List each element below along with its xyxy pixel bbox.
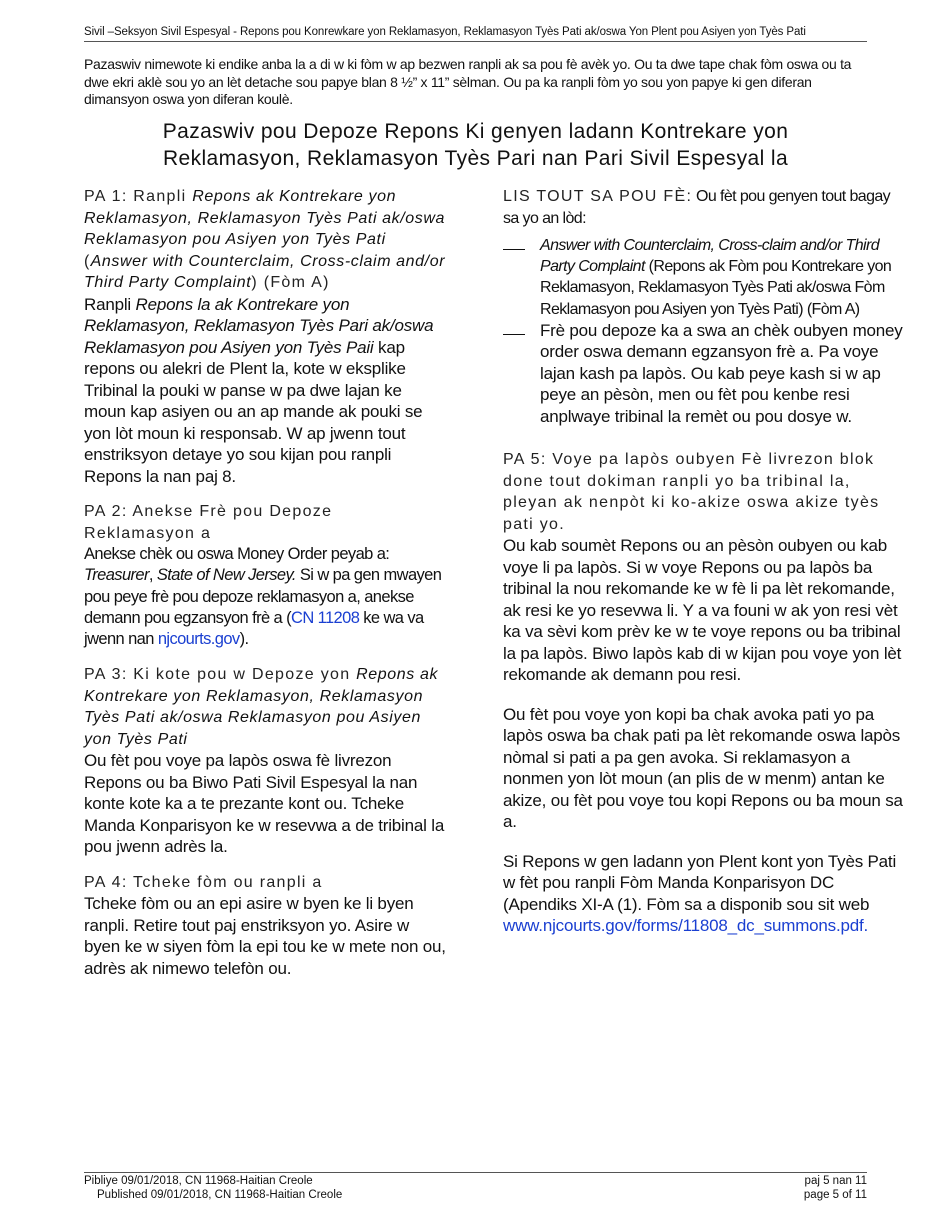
summons-form-link-end[interactable]: . bbox=[863, 916, 869, 936]
cn-11208-link[interactable]: CN 11208 bbox=[291, 608, 360, 627]
summons-form-link[interactable]: www.njcourts.gov/forms/11808_dc_summons.pdf bbox=[503, 916, 864, 936]
checkbox-line[interactable] bbox=[503, 235, 525, 250]
njcourts-link[interactable]: njcourts.gov bbox=[157, 630, 240, 649]
step-3-heading: PA 3: Ki kote pou w Depoze yon Repons ak Kontrekare yon Reklamasyon, Reklamasyon Tyès Pati ak/oswa Reklamasyon pou Asiyen yon Tyès Pati bbox=[84, 666, 439, 748]
step-2-heading: PA 2: Anekse Frè pou Depoze Reklamasyon a bbox=[84, 503, 333, 542]
title-line-1: Pazaswiv pou Depoze Repons Ki genyen ladann Kontrekare yon bbox=[162, 120, 789, 143]
step-4-heading: PA 4: Tcheke fòm ou ranpli a bbox=[84, 873, 323, 891]
step-2-body: Anekse chèk ou oswa Money Order peyab a: Treasurer, State of New Jersey. Si w pa gen mwayen pou peye frè pou depoze reklamasyon a, anekse demann pou egzansyon frè a (CN 11208 ke wa va jwenn nan njcourts.gov). bbox=[84, 545, 442, 649]
step-5-heading: PA 5: Voye pa lapòs oubyen Fè livrezon blok done tout dokiman ranpli yo ba tribinal la, pleyan ak nenpòt ki ko-akize oswa akize tyès pati yo. bbox=[503, 451, 880, 533]
checklist-item-text: Frè pou depoze ka a swa an chèk oubyen money order oswa demann egzansyon frè a. Pa voye lajan kash pa lapòs. Ou kab peye kash si w ap peye an pèsòn, men ou fèt pou kenbe resi anplwaye tribinal la remèt ou pou dosye w. bbox=[540, 320, 903, 426]
right-column bbox=[503, 186, 908, 951]
page-header: Sivil –Seksyon Sivil Espesyal - Repons pou Konrewkare yon Reklamasyon, Reklamasyon Tyès Pati ak/oswa Yon Plent pou Asiyen yon Tyès Pati bbox=[84, 26, 867, 42]
step-3 bbox=[84, 664, 446, 858]
checklist-heading: LIS TOUT SA POU FÈ: Ou fèt pou genyen tout bagay sa yo an lòd: bbox=[503, 188, 891, 227]
step-5-body-2: Ou fèt pou voye yon kopi ba chak avoka pati yo pa lapòs oswa ba chak pati pa lèt rekomande oswa lapòs nòmal si pati a pa gen avoka. Si reklamasyon a nonmen yon lòt moun (an plis de w menm) antan ke akize, ou fèt pou voye tou kopi Repons ou ba moun sa a. bbox=[503, 704, 903, 832]
page-title bbox=[84, 118, 867, 172]
step-5-body-1: Ou kab soumèt Repons ou an pèsòn oubyen ou kab voye li pa lapòs. Si w voye Repons ou pa lapòs ba tribinal la nou rekomande ke w fè li pa lèt rekomande, ak resi ke yo resevwa li. Y a va founi w ak yon resi vèt ka va sèvi kom prèv ke w te voye repons ou ba tribinal la pa lapòs. Biwo lapòs kab di w kijan pou voye yon lèt rekomande ak demann pou resi. bbox=[503, 536, 902, 685]
page-footer bbox=[84, 1172, 867, 1201]
step-5 bbox=[503, 449, 908, 937]
step-1 bbox=[84, 186, 446, 487]
step-4-body: Tcheke fòm ou an epi asire w byen ke li byen ranpli. Retire tout paj enstriksyon yo. Asire w byen ke w siyen fòm la epi tou ke w mete non ou, adrès ak nimewo telefòn ou. bbox=[84, 894, 446, 978]
checklist-item-text: Answer with Counterclaim, Cross-claim and/or Third Party Complaint (Repons ak Fòm pou Kontrekare yon Reklamasyon, Reklamasyon Tyès Pati ak/oswa Fòm Reklamasyon pou Asiyen yon Tyès Pati) (Fòm A) bbox=[540, 236, 892, 318]
step-1-body: Ranpli Repons la ak Kontrekare yon Reklamasyon, Reklamasyon Tyès Pari ak/oswa Reklamasyon pou Asiyen yon Tyès Paii kap repons ou alekri de Plent la, kote w eksplike Tribinal la pouki w panse w pa dwe lajan ke moun kap asiyen ou an ap mande ak pouki se yon lòt moun ki responsab. W ap jwenn tout enstriksyon detaye yo sou kijan pou ranpli Repons la nan paj 8. bbox=[84, 294, 434, 486]
footer-published-en: Published 09/01/2018, CN 11968-Haitian Creole bbox=[97, 1189, 343, 1201]
footer-published-ht: Pibliye 09/01/2018, CN 11968-Haitian Creole bbox=[84, 1175, 313, 1187]
footer-page-en: page 5 of 11 bbox=[803, 1188, 867, 1201]
footer-page-ht: paj 5 nan 11 bbox=[804, 1175, 867, 1187]
step-2 bbox=[84, 501, 446, 650]
step-4 bbox=[84, 872, 446, 980]
step-1-heading: PA 1: Ranpli Repons ak Kontrekare yon Reklamasyon, Reklamasyon Tyès Pati ak/oswa Reklamasyon pou Asiyen yon Tyès Pati (Answer with Counterclaim, Cross-claim and/or Third Party Complaint) (Fòm A) bbox=[84, 188, 446, 291]
checkbox-line[interactable] bbox=[503, 320, 525, 335]
step-3-body: Ou fèt pou voye pa lapòs oswa fè livrezon Repons ou ba Biwo Pati Sivil Espesyal la nan konte kote ka a te prezante kont ou. Tcheke Manda Konparisyon ke w resevwa a de tribinal la pou jwenn adrès la. bbox=[84, 751, 445, 857]
checklist bbox=[503, 186, 908, 427]
intro-paragraph: Pazaswiv nimewote ki endike anba la a di w ki fòm w ap bezwen ranpli ak sa pou fè avèk yo. Ou ta dwe tape chak fòm oswa ou ta dwe ekri aklè sou yo an lèt detache sou papye blan 8 ½” x 11” sèlman. Ou pa ka ranpli fòm yo sou yon papye ki gen diferan dimansyon oswa yon diferan koulè. bbox=[84, 56, 852, 107]
title-line-2: Reklamasyon, Reklamasyon Tyès Pari nan Pari Sivil Espesyal la bbox=[162, 147, 789, 170]
checklist-item-form-a bbox=[503, 235, 908, 320]
footer-page-number bbox=[804, 1175, 867, 1202]
step-5-body-3: Si Repons w gen ladann yon Plent kont yon Tyès Pati w fèt pou ranpli Fòm Manda Konparisyon DC (Apendiks XI-A (1). Fòm sa a disponib sou sit web www.njcourts.gov/forms/11808_dc_summons.pdf. bbox=[503, 851, 897, 936]
checklist-item-fee bbox=[503, 320, 908, 428]
left-column bbox=[84, 186, 446, 993]
